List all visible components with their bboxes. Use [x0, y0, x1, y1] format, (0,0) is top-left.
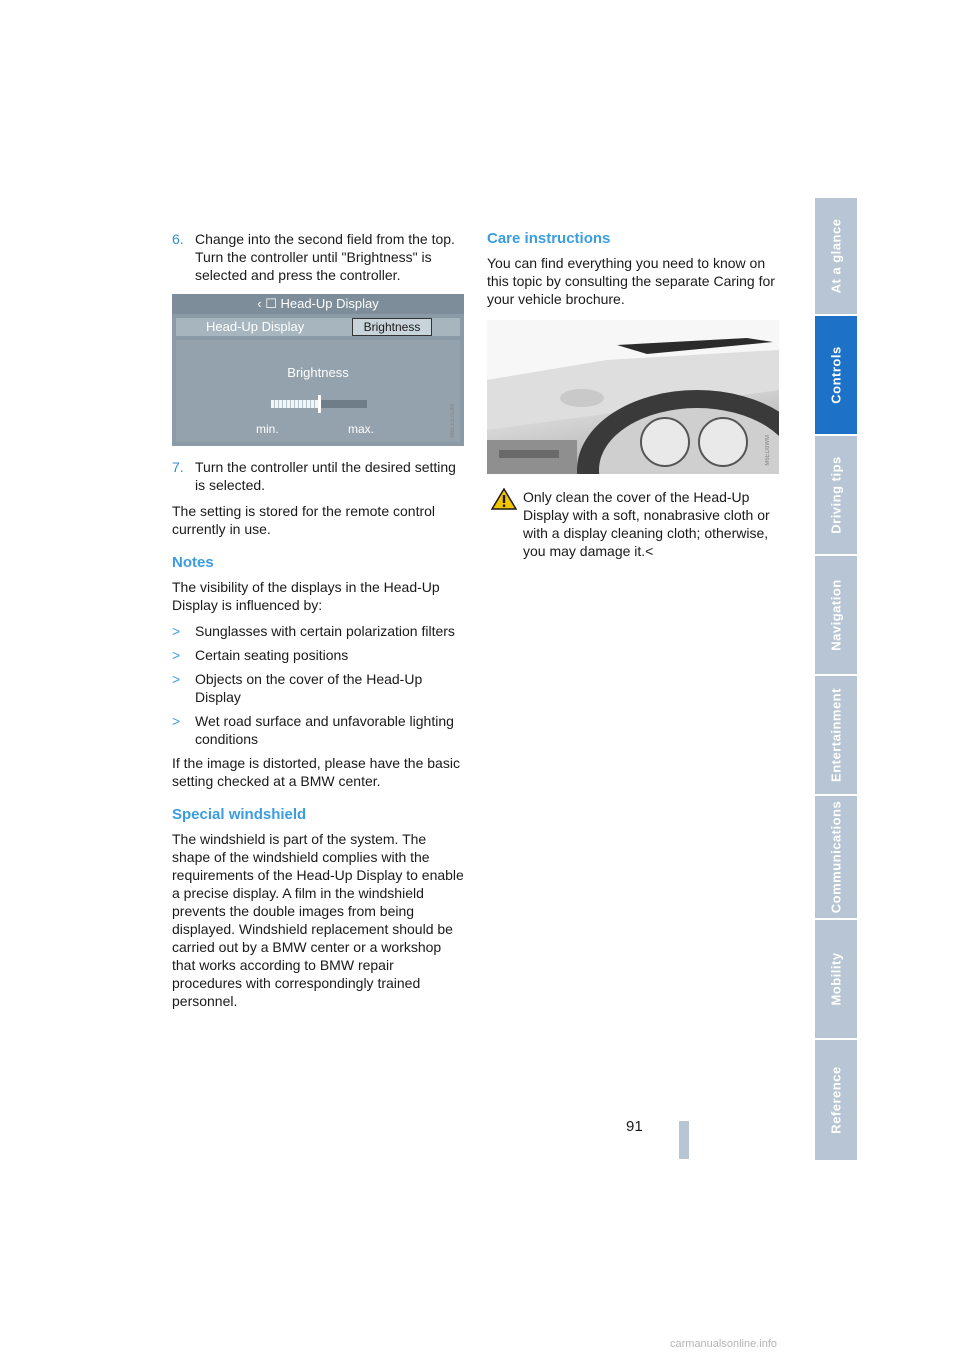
bullet-mark: >: [172, 713, 181, 729]
step-number: 7.: [172, 459, 184, 475]
bullet-text: Sunglasses with certain polarization filters: [195, 623, 455, 639]
side-tab-label: Driving tips: [828, 456, 844, 534]
bullet-text: Objects on the cover of the Head-Up Display: [195, 671, 423, 705]
side-tab-label: Mobility: [828, 952, 844, 1006]
windshield-heading: Special windshield: [172, 806, 307, 823]
brightness-slider-fill: [271, 400, 319, 408]
warning-text: Only clean the cover of the Head-Up Display with a soft, nonabrasive cloth or with a display cleaning cloth; otherwise, you may damage it.: [523, 489, 770, 559]
notes-intro: The visibility of the displays in the Head-Up Display is influenced by:: [172, 579, 440, 613]
slider-max-label: max.: [348, 422, 375, 436]
side-tab-entertainment[interactable]: [815, 676, 857, 794]
hud-brightness-screenshot: [172, 294, 464, 446]
bullet-text: Wet road surface and unfavorable lighting conditions: [195, 713, 454, 747]
side-tab-communications[interactable]: [815, 796, 857, 918]
notes-heading: Notes: [172, 554, 214, 571]
hud-tab-brightness: Brightness: [352, 318, 432, 336]
stored-text: The setting is stored for the remote control currently in use.: [172, 503, 436, 537]
page-number: 91: [626, 1118, 643, 1135]
side-tab-navigation[interactable]: [815, 556, 857, 674]
side-tab-mobility[interactable]: [815, 920, 857, 1038]
hud-panel-label: Brightness: [287, 365, 349, 380]
chevron-left-icon: ‹ ☐: [257, 296, 281, 311]
warning-triangle-icon: [491, 488, 517, 510]
notes-bullet: [172, 646, 464, 664]
dashboard-photo: [487, 320, 779, 474]
side-tab-reference[interactable]: [815, 1040, 857, 1160]
bullet-text: Certain seating positions: [195, 647, 349, 663]
brightness-slider-knob: [318, 395, 321, 413]
windshield-text: The windshield is part of the system. The shape of the windshield complies with the requirements of the Head-Up Display to enable a precise display. A film in the windshield prevents the double images from being displayed. Windshield replacement should be carried out by a BMW center or a workshop that works according to BMW repair procedures with correspondingly trained personnel.: [172, 831, 464, 1009]
side-tab-at-a-glance[interactable]: [815, 198, 857, 314]
side-tab-label: At a glance: [828, 218, 844, 294]
bullet-mark: >: [172, 623, 181, 639]
side-tab-driving-tips[interactable]: [815, 436, 857, 554]
side-tab-controls[interactable]: [815, 316, 857, 434]
right-column: [487, 230, 779, 560]
hud-brightness-panel: [176, 340, 460, 442]
notes-bullet: [172, 622, 464, 640]
notes-bullet: [172, 670, 464, 706]
care-heading: Care instructions: [487, 230, 611, 247]
step-text: Turn the controller until the desired setting is selected.: [195, 459, 456, 493]
page-number-bar: [679, 1121, 689, 1159]
hud-tab-main: Head-Up Display: [206, 319, 305, 334]
hud-title: Head-Up Display: [280, 296, 379, 311]
bullet-mark: >: [172, 647, 181, 663]
image-code: M6ED8WM: [765, 435, 771, 466]
step-text: Change into the second field from the top. Turn the controller until "Brightness" is selected and press the controller.: [195, 231, 455, 283]
warning-note: [487, 488, 779, 560]
slider-min-label: min.: [256, 422, 279, 436]
side-tab-label: Controls: [828, 346, 844, 404]
watermark: carmanualsonline.info: [670, 1338, 778, 1350]
side-tab-label: Reference: [828, 1066, 844, 1134]
side-tab-label: Entertainment: [828, 688, 844, 782]
bullet-mark: >: [172, 671, 181, 687]
distorted-text: If the image is distorted, please have the basic setting checked at a BMW center.: [172, 755, 460, 789]
side-tab-label: Communications: [828, 800, 844, 914]
side-tab-label: Navigation: [828, 579, 844, 651]
end-mark: <: [645, 543, 654, 559]
brightness-slider: [271, 400, 367, 408]
hud-tab-bar: [176, 318, 460, 336]
step-6: [172, 230, 464, 284]
left-column: [172, 230, 464, 1018]
dashboard-illustration: [487, 320, 779, 474]
hud-title-bar: [172, 294, 464, 314]
step-7: [172, 458, 464, 494]
notes-bullet: [172, 712, 464, 748]
care-text: You can find everything you need to know on this topic by consulting the separate Caring for your vehicle brochure.: [487, 255, 775, 307]
step-number: 6.: [172, 231, 184, 247]
image-code: M6EEEAUM: [450, 404, 456, 438]
